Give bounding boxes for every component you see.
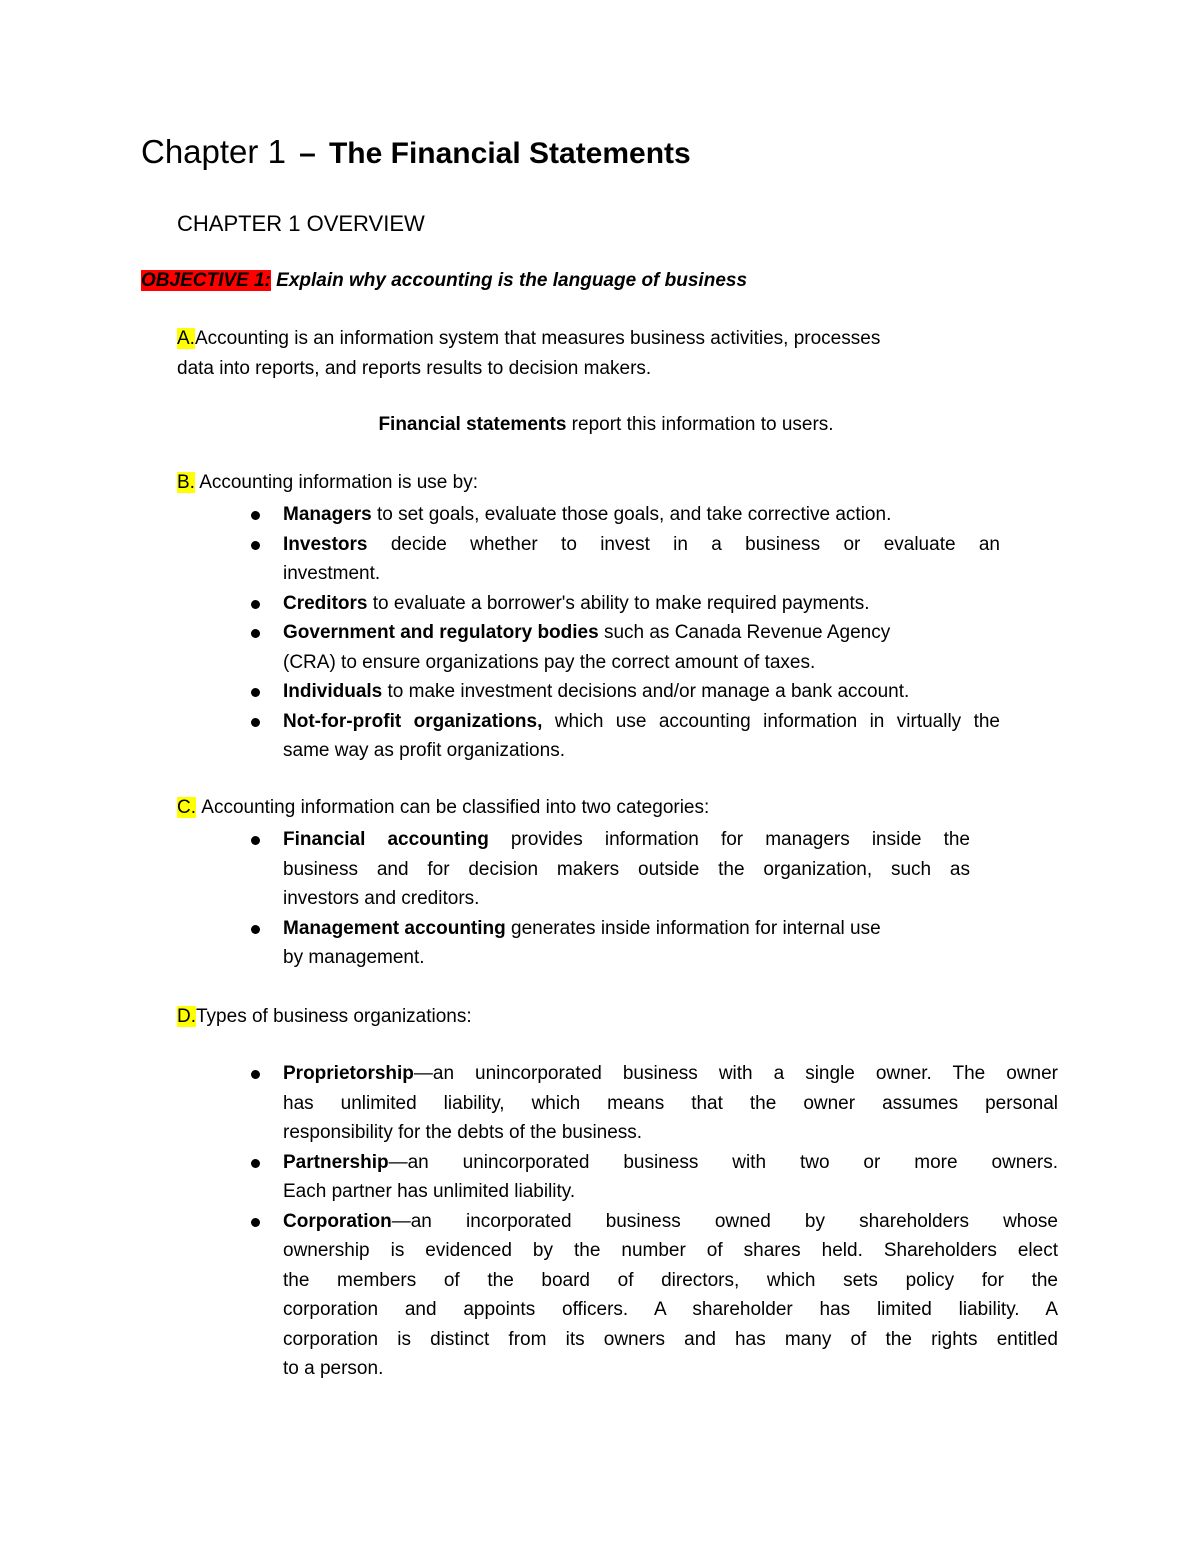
bullet-term: Not-for-profit organizations, xyxy=(283,710,543,732)
chapter-subtitle: The Financial Statements xyxy=(328,137,691,170)
section-a-line1: Accounting is an information system that measures business activities, processes xyxy=(194,328,881,349)
section-b-list xyxy=(240,500,1000,766)
bullet-line xyxy=(283,707,1000,737)
bullet-line xyxy=(283,559,1000,589)
bullet-line xyxy=(283,1295,1058,1325)
bullet-term: Investors xyxy=(283,533,368,555)
bullet-icon xyxy=(251,541,260,550)
bullet-text: decide whether to invest in a business or evaluate an xyxy=(390,533,1000,555)
section-b-intro-text: Accounting information is use by: xyxy=(199,472,478,493)
objective-text: Explain why accounting is the language of business xyxy=(276,270,748,291)
bullet-line xyxy=(283,500,1000,530)
bullet-text: corporation is distinct from its owners and has many of the rights entitled xyxy=(283,1328,1058,1350)
bullet-text: which use accounting information in virtually the xyxy=(554,710,1000,732)
financial-statements-term: Financial statements xyxy=(378,414,567,435)
section-b-item xyxy=(240,707,1000,766)
section-b-item xyxy=(240,500,1000,530)
financial-statements-rest: report this information to users. xyxy=(571,414,834,435)
objective-line xyxy=(141,268,747,294)
section-b-item xyxy=(240,677,1000,707)
bullet-line xyxy=(283,1089,1058,1119)
bullet-text: Each partner has unlimited liability. xyxy=(283,1181,576,1202)
page-title xyxy=(141,132,691,174)
bullet-line xyxy=(283,1207,1058,1237)
bullet-text: same way as profit organizations. xyxy=(283,740,565,761)
section-d-item xyxy=(240,1207,1058,1384)
section-a xyxy=(177,324,880,383)
chapter-number: Chapter 1 xyxy=(141,133,286,170)
bullet-line xyxy=(283,855,970,885)
bullet-text: responsibility for the debts of the business. xyxy=(283,1122,643,1143)
bullet-text: by management. xyxy=(283,947,425,968)
section-c-item xyxy=(240,914,970,973)
bullet-text: to evaluate a borrower's ability to make required payments. xyxy=(372,592,870,614)
bullet-term: Corporation xyxy=(283,1210,392,1232)
section-c-intro-text: Accounting information can be classified into two categories: xyxy=(201,797,710,818)
bullet-text: —an unincorporated business with two or more owners. xyxy=(388,1151,1058,1173)
bullet-line xyxy=(283,825,970,855)
bullet-text: —an incorporated business owned by shareholders whose xyxy=(391,1210,1058,1232)
bullet-line xyxy=(283,1148,1058,1178)
bullet-line xyxy=(283,1354,1058,1384)
objective-label: OBJECTIVE 1: xyxy=(141,270,271,291)
section-d-intro-text: Types of business organizations: xyxy=(196,1006,472,1027)
section-d-item xyxy=(240,1059,1058,1148)
section-a-marker: A. xyxy=(177,328,195,349)
section-b-item xyxy=(240,618,1000,677)
bullet-line xyxy=(283,943,970,973)
bullet-line xyxy=(283,530,1000,560)
section-d-intro xyxy=(177,1002,472,1032)
section-a-line2: data into reports, and reports results to decision makers. xyxy=(177,357,652,379)
bullet-term: Managers xyxy=(283,504,372,525)
bullet-text: —an unincorporated business with a single owner. The owner xyxy=(413,1063,1058,1084)
bullet-line xyxy=(283,1177,1058,1207)
section-c-intro xyxy=(177,793,709,823)
bullet-line xyxy=(283,648,1000,678)
bullet-text: ownership is evidenced by the number of shares held. Shareholders elect xyxy=(283,1240,1058,1261)
bullet-line xyxy=(283,618,1000,648)
bullet-icon xyxy=(251,511,260,520)
section-d-list xyxy=(240,1059,1058,1384)
bullet-text: to set goals, evaluate those goals, and take corrective action. xyxy=(376,504,892,525)
bullet-icon xyxy=(251,629,260,638)
bullet-icon xyxy=(251,600,260,609)
bullet-line xyxy=(283,677,1000,707)
bullet-term: Management accounting xyxy=(283,917,506,939)
bullet-text: investment. xyxy=(283,563,381,584)
overview-heading: CHAPTER 1 OVERVIEW xyxy=(177,211,425,236)
bullet-text: has unlimited liability, which means that the owner assumes personal xyxy=(283,1092,1058,1114)
bullet-text: investors and creditors. xyxy=(283,888,480,909)
bullet-line xyxy=(283,1118,1058,1148)
bullet-line xyxy=(283,1325,1058,1355)
section-c-list xyxy=(240,825,970,973)
bullet-icon xyxy=(251,1218,260,1227)
bullet-line xyxy=(283,1236,1058,1266)
section-b-intro xyxy=(177,468,478,498)
section-d-marker: D. xyxy=(177,1006,196,1027)
section-b-item xyxy=(240,589,1000,619)
bullet-term: Partnership xyxy=(283,1151,389,1173)
bullet-line xyxy=(283,914,970,944)
bullet-term: Creditors xyxy=(283,592,368,614)
bullet-text: corporation and appoints officers. A shareholder has limited liability. A xyxy=(283,1299,1058,1320)
financial-statements-note xyxy=(141,410,1071,439)
bullet-line xyxy=(283,589,1000,619)
bullet-line xyxy=(283,884,970,914)
bullet-text: generates inside information for internal use xyxy=(511,917,881,939)
bullet-text: business and for decision makers outside the organization, such as xyxy=(283,858,970,880)
section-b-item xyxy=(240,530,1000,589)
bullet-term: Government and regulatory bodies xyxy=(283,622,599,643)
title-dash: – xyxy=(299,137,316,170)
bullet-icon xyxy=(251,836,260,845)
section-d-item xyxy=(240,1148,1058,1207)
bullet-text: provides information for managers inside the xyxy=(510,829,970,850)
bullet-term: Individuals xyxy=(283,681,383,702)
bullet-icon xyxy=(251,1159,260,1168)
bullet-line xyxy=(283,1059,1058,1089)
bullet-line xyxy=(283,736,1000,766)
bullet-term: Proprietorship xyxy=(283,1063,414,1084)
bullet-term: Financial accounting xyxy=(283,829,489,850)
bullet-text: (CRA) to ensure organizations pay the correct amount of taxes. xyxy=(283,651,816,673)
bullet-icon xyxy=(251,925,260,934)
bullet-icon xyxy=(251,718,260,727)
section-c-marker: C. xyxy=(177,797,196,818)
bullet-text: to make investment decisions and/or manage a bank account. xyxy=(387,681,910,702)
bullet-text: to a person. xyxy=(283,1358,384,1379)
bullet-text: such as Canada Revenue Agency xyxy=(603,622,891,643)
bullet-line xyxy=(283,1266,1058,1296)
bullet-icon xyxy=(251,1070,260,1079)
bullet-text: the members of the board of directors, which sets policy for the xyxy=(283,1269,1058,1291)
bullet-icon xyxy=(251,688,260,697)
section-b-marker: B. xyxy=(177,472,195,493)
section-c-item xyxy=(240,825,970,914)
